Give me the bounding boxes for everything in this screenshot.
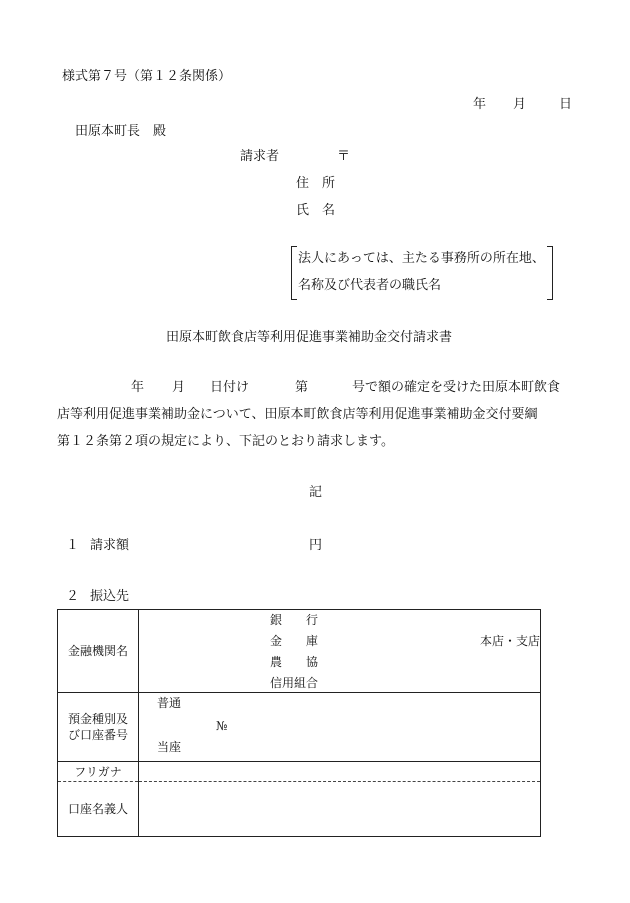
- institution-label-cell: [58, 610, 139, 693]
- type-shinkumi: 信用組合: [270, 676, 319, 690]
- form-number: 様式第７号（第１２条関係）: [62, 69, 232, 84]
- item2-number: ２: [66, 589, 80, 604]
- body-line1-rest: 号で額の確定を受けた田原本町飲食: [352, 380, 561, 395]
- account-label-cell: [58, 693, 139, 762]
- holder-label-cell: [58, 782, 139, 837]
- item1-label: 請求額: [90, 538, 130, 553]
- date-year: 年: [473, 97, 487, 112]
- body-line3: 第１２条第２項の規定により、下記のとおり請求します。: [57, 434, 394, 449]
- body-year: 年: [131, 380, 145, 395]
- account-type-checking: 当座: [157, 740, 182, 754]
- item1-number: １: [66, 538, 80, 553]
- postal-mark: 〒: [337, 149, 351, 164]
- corporate-note-line2: 名称及び代表者の職氏名: [298, 278, 442, 293]
- holder-name-cell[interactable]: [139, 782, 541, 837]
- type-bank: 銀 行: [270, 613, 319, 627]
- furigana-label-cell: [58, 762, 139, 782]
- item2-label: 振込先: [90, 589, 130, 604]
- document-title: 田原本町飲食店等利用促進事業補助金交付請求書: [166, 330, 453, 345]
- institution-label: 金融機関名: [67, 644, 128, 658]
- item1-unit: 円: [309, 538, 323, 553]
- body-line2: 店等利用促進事業補助金について、田原本町飲食店等利用促進事業補助金交付要綱: [57, 407, 538, 422]
- name-label: 氏 名: [296, 203, 336, 218]
- body-month: 月: [172, 380, 186, 395]
- holder-label: 口座名義人: [67, 802, 128, 816]
- body-dated: 日付け: [210, 380, 250, 395]
- corporate-note-line1: 法人にあっては、主たる事務所の所在地、: [298, 251, 545, 266]
- account-no-label: №: [216, 719, 228, 733]
- furigana-cell[interactable]: [139, 762, 541, 782]
- account-number-cell[interactable]: [139, 693, 541, 762]
- addressee: 田原本町長 殿: [75, 124, 167, 139]
- body-dai: 第: [295, 380, 309, 395]
- address-label: 住 所: [296, 176, 336, 191]
- type-kinko: 金 庫: [270, 634, 319, 648]
- date-month: 月: [513, 97, 527, 112]
- date-day: 日: [559, 97, 573, 112]
- bank-account-table: [57, 609, 541, 837]
- type-nokyo: 農 協: [270, 655, 319, 669]
- note-bracket-left: [291, 246, 297, 300]
- branch-label: 本店・支店: [480, 634, 541, 648]
- account-label-line2: び口座番号: [67, 728, 128, 742]
- account-label-line1: 預金種別及: [67, 712, 128, 726]
- furigana-label: フリガナ: [74, 764, 122, 779]
- ki-heading: 記: [309, 485, 323, 500]
- account-type-savings: 普通: [157, 696, 182, 710]
- institution-name-cell[interactable]: [139, 610, 541, 693]
- applicant-label: 請求者: [240, 149, 280, 164]
- note-bracket-right: [547, 246, 553, 300]
